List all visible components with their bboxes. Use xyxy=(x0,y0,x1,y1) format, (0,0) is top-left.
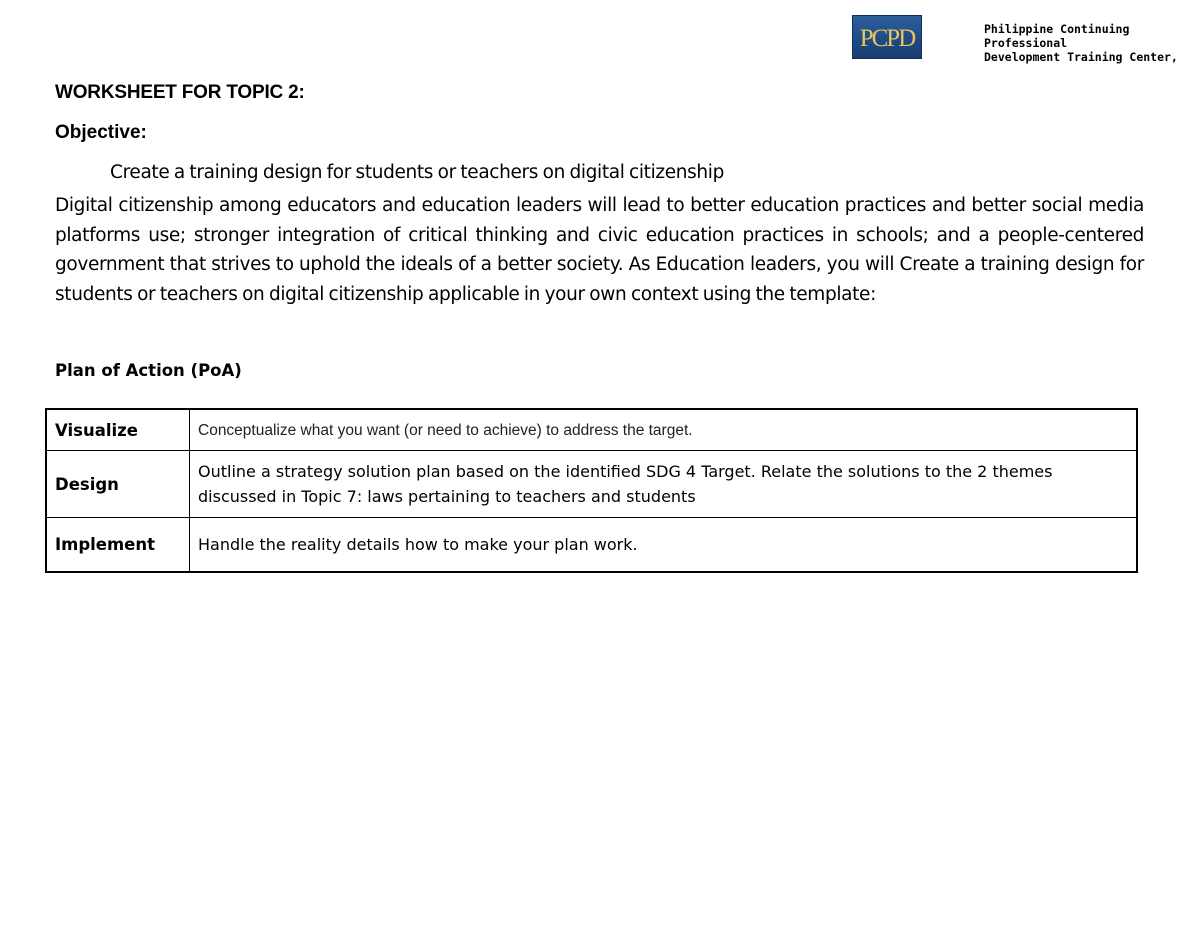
org-line-3: Development Training Center, xyxy=(984,50,1178,64)
org-line-2: Professional xyxy=(984,36,1068,50)
row-text-implement: Handle the reality details how to make your plan work. xyxy=(190,518,1138,573)
table-row xyxy=(46,409,1137,451)
poa-title: Plan of Action (PoA) xyxy=(55,361,242,380)
row-text-visualize: Conceptualize what you want (or need to achieve) to address the target. xyxy=(190,409,1138,451)
table-row xyxy=(46,451,1137,518)
table-row xyxy=(46,518,1137,573)
poa-table xyxy=(45,408,1138,573)
organization-name xyxy=(984,22,1200,64)
objective-heading: Objective: xyxy=(55,122,147,143)
row-text-design: Outline a strategy solution plan based on the identified SDG 4 Target. Relate the solutions to the 2 themes discussed in Topic 7: laws pertaining to teachers and students xyxy=(190,451,1138,518)
row-label-visualize: Visualize xyxy=(46,409,190,451)
row-label-design: Design xyxy=(46,451,190,518)
pcpd-logo xyxy=(852,15,922,59)
org-line-1: Philippine Continuing xyxy=(984,22,1130,36)
objective-text: Create a training design for students or teachers on digital citizenship xyxy=(110,162,724,183)
logo-text: PCPD xyxy=(859,25,915,52)
row-label-implement: Implement xyxy=(46,518,190,573)
worksheet-title: WORKSHEET FOR TOPIC 2: xyxy=(55,82,305,103)
body-paragraph: Digital citizenship among educators and education leaders will lead to better education practices and better social media platforms use; stronger integration of critical thinking and civic education practices in schools; and a people-centered government that strives to uphold the ideals of a better society. As Education leaders, you will Create a training design for students or teachers on digital citizenship applicable in your own context using the template: xyxy=(55,195,1144,305)
